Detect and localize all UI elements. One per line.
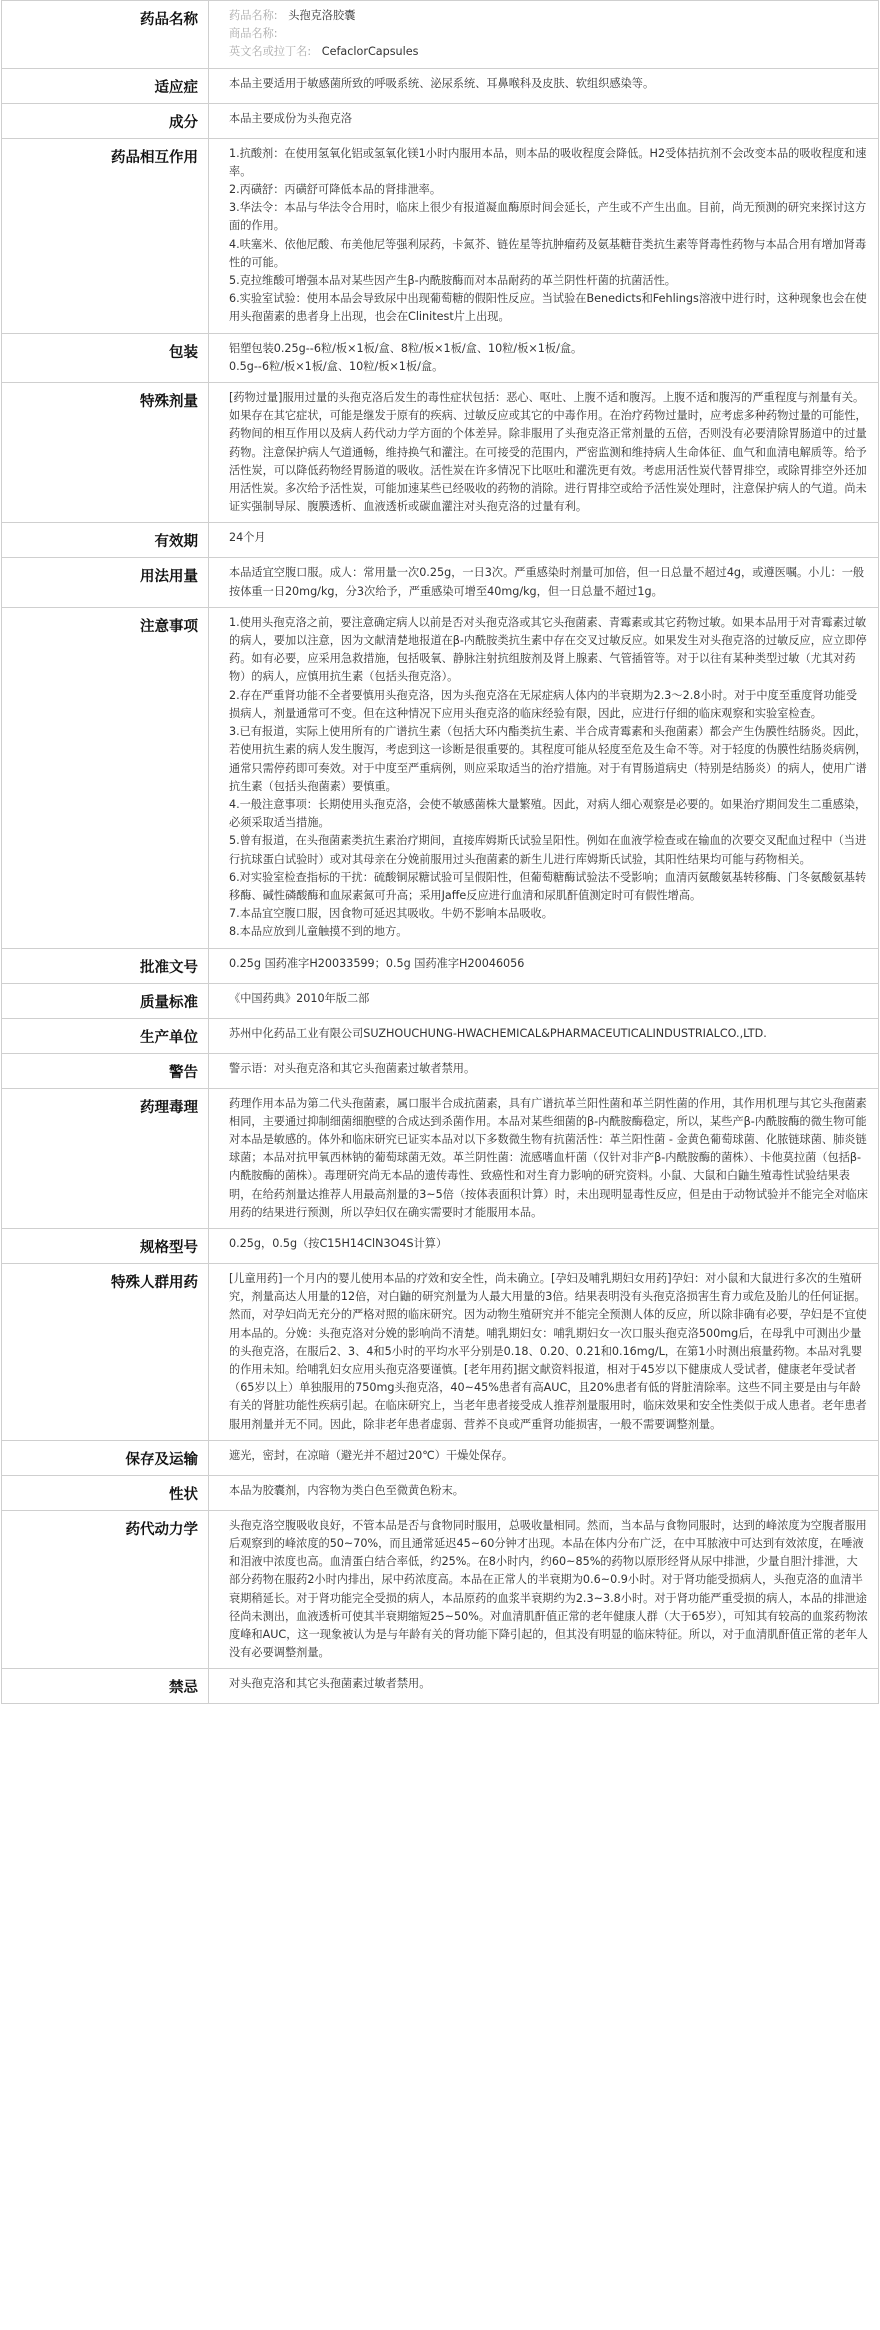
interaction-item: 1.抗酸剂：在使用氢氧化铝或氢氧化镁1小时内服用本品，则本品的吸收程度会降低。H2受体拮抗剂不会改变本品的吸收程度和速率。 <box>229 146 867 178</box>
value-approval: 0.25g 国药准字H20033599；0.5g 国药准字H20046056 <box>209 948 879 983</box>
value-manufacturer: 苏州中化药品工业有限公司SUZHOUCHUNG-HWACHEMICAL&PHARMACEUTICALINDUSTRIALCO.,LTD. <box>209 1018 879 1053</box>
interaction-item: 5.克拉维酸可增强本品对某些因产生β-内酰胺酶而对本品耐药的革兰阴性杆菌的抗菌活性。 <box>229 274 676 288</box>
row-contraindications <box>2 1669 879 1704</box>
value-drug-name <box>209 1 879 69</box>
label-special-population: 特殊人群用药 <box>2 1263 209 1440</box>
interaction-item: 4.呋塞米、依他尼酸、布美他尼等强利尿药，卡氮芥、链佐星等抗肿瘤药及氨基糖苷类抗生素等肾毒性药物与本品合用有增加肾毒性的可能。 <box>229 237 867 269</box>
generic-name-value: 头孢克洛胶囊 <box>288 9 356 22</box>
value-character: 本品为胶囊剂，内容物为类白色至微黄色粉末。 <box>209 1475 879 1510</box>
package-line: 0.5g--6粒/板×1板/盒、10粒/板×1板/盒。 <box>229 359 444 373</box>
row-approval <box>2 948 879 983</box>
label-drug-name: 药品名称 <box>2 1 209 69</box>
row-pharmacokinetics <box>2 1510 879 1669</box>
value-indication: 本品主要适用于敏感菌所致的呼吸系统、泌尿系统、耳鼻喉科及皮肤、软组织感染等。 <box>209 68 879 103</box>
value-pharmacokinetics: 头孢克洛空腹吸收良好，不管本品是否与食物同时服用，总吸收量相同。然而，当本品与食物同服时，达到的峰浓度为空腹者服用后观察到的峰浓度的50~70%，而且通常延迟45~60分钟才出现。本品在体内分布广泛，在中耳脓液中可达到有效浓度，在唾液和泪液中浓度也高。血清蛋白结合率低，约25%。在8小时内，约60~85%的药物以原形经肾从尿中排泄，少量自胆汁排泄，大部分药物在服药2小时内排出，尿中药浓度高。本品在正常人的半衰期为0.6~0.9小时。对于肾功能受损病人，头孢克洛的血清半衰期稍延长。对于肾功能完全受损的病人，本品原药的血浆半衰期约为2.3~3.8小时。对于肾功能严重受损的病人，本品的排泄途径尚未测出，血液透析可使其半衰期缩短25~50%。对血清肌酐值正常的老年健康人群（大于65岁），可知其有较高的血浆药物浓度峰和AUC，这一现象被认为是与年龄有关的肾功能下降引起的，但其没有明显的临床特征。所以，对于血清肌酐值正常的老年人没有必要调整剂量。 <box>209 1510 879 1669</box>
label-validity: 有效期 <box>2 523 209 558</box>
label-precautions: 注意事项 <box>2 607 209 948</box>
precaution-item: 3.已有报道，实际上使用所有的广谱抗生素（包括大环内酯类抗生素、半合成青霉素和头孢菌素）都会产生伪膜性结肠炎。因此，若使用抗生素的病人发生腹泻，考虑到这一诊断是很重要的。其程度可能从轻度至危及生命不等。对于轻度的伪膜性结肠炎病例，通常只需停药即可奏效。对于中度至严重病例，则应采取适当的治疗措施。对于有胃肠道病史（特别是结肠炎）的病人，使用广谱抗生素（包括头孢菌素）要慎重。 <box>229 725 867 793</box>
label-approval: 批准文号 <box>2 948 209 983</box>
row-package <box>2 333 879 382</box>
row-pharmacology <box>2 1088 879 1228</box>
row-overdose <box>2 383 879 523</box>
row-storage <box>2 1440 879 1475</box>
row-standard <box>2 983 879 1018</box>
label-storage: 保存及运输 <box>2 1440 209 1475</box>
row-character <box>2 1475 879 1510</box>
label-pharmacokinetics: 药代动力学 <box>2 1510 209 1669</box>
value-special-population: [儿童用药]一个月内的婴儿使用本品的疗效和安全性，尚未确立。[孕妇及哺乳期妇女用药]孕妇：对小鼠和大鼠进行多次的生殖研究，剂量高达人用量的12倍，对白鼬的研究剂量为人最大用量的3倍。结果表明没有头孢克洛损害生育力或危及胎儿的任何证据。然而，对孕妇尚无充分的严格对照的临床研究。因为动物生殖研究并不能完全预测人体的反应，所以除非确有必要，孕妇是不宜使用本品的。分娩：头孢克洛对分娩的影响尚不清楚。哺乳期妇女：哺乳期妇女一次口服头孢克洛500mg后，在母乳中可测出少量的头孢克洛，在服后2、3、4和5小时的平均水平分别是0.18、0.20、0.21和0.16mg/L，在第1小时测出痕量药物。本品对乳婴的作用未知。给哺乳妇女应用头孢克洛要谨慎。[老年用药]据文献资料报道，相对于45岁以下健康成人受试者，健康老年受试者（65岁以上）单独服用的750mg头孢克洛，40~45%患者有高AUC，且20%患者有低的肾脏清除率。这些不同主要是由与年龄有关的肾脏功能性疾病引起。在临床研究上，当老年患者接受成人推荐剂量服用时，临床效果和安全性类似于成人患者。老年患者服用剂量并无不同。因此，除非老年患者虚弱、营养不良或严重肾功能损害，一般不需要调整剂量。 <box>209 1263 879 1440</box>
label-package: 包装 <box>2 333 209 382</box>
label-composition: 成分 <box>2 103 209 138</box>
value-validity: 24个月 <box>209 523 879 558</box>
english-name-value: CefaclorCapsules <box>321 45 419 59</box>
row-special-population <box>2 1263 879 1440</box>
label-contraindications: 禁忌 <box>2 1669 209 1704</box>
label-interactions: 药品相互作用 <box>2 138 209 333</box>
precaution-item: 8.本品应放到儿童触摸不到的地方。 <box>229 925 408 939</box>
value-composition: 本品主要成份为头孢克洛 <box>209 103 879 138</box>
value-precautions <box>209 607 879 948</box>
row-usage <box>2 558 879 607</box>
package-line: 铝塑包装0.25g--6粒/板×1板/盒、8粒/板×1板/盒、10粒/板×1板/盒。 <box>229 341 583 355</box>
row-validity <box>2 523 879 558</box>
label-usage: 用法用量 <box>2 558 209 607</box>
row-composition <box>2 103 879 138</box>
row-drug-name <box>2 1 879 69</box>
value-specification: 0.25g，0.5g（按C15H14ClN3O4S计算） <box>209 1228 879 1263</box>
row-indication <box>2 68 879 103</box>
row-specification <box>2 1228 879 1263</box>
label-character: 性状 <box>2 1475 209 1510</box>
label-specification: 规格型号 <box>2 1228 209 1263</box>
value-usage: 本品适宜空腹口服。成人：常用量一次0.25g，一日3次。严重感染时剂量可加倍，但一日总量不超过4g，或遵医嘱。小儿：一般按体重一日20mg/kg，分3次给予，严重感染可增至40mg/kg，但一日总量不超过1g。 <box>209 558 879 607</box>
value-overdose: [药物过量]服用过量的头孢克洛后发生的毒性症状包括：恶心、呕吐、上腹不适和腹泻。上腹不适和腹泻的严重程度与剂量有关。如果存在其它症状，可能是继发于原有的疾病、过敏反应或其它的中毒作用。在治疗药物过量时，应考虑多种药物过量的可能性，药物间的相互作用以及病人药代动力学方面的个体差异。除非服用了头孢克洛正常剂量的五倍，否则没有必要清除胃肠道中的过量药物。注意保护病人气道通畅，维持换气和灌注。在可接受的范围内，严密监测和维持病人生命体征、血气和血清电解质等。给予活性炭，可以降低药物经胃肠道的吸收。活性炭在许多情况下比呕吐和灌洗更有效。考虑用活性炭代替胃排空，或除胃排空外还加用活性炭。多次给予活性炭，可能加速某些已经吸收的药物的消除。进行胃排空或给予活性炭处理时，注意保护病人的气道。尚未证实强制导尿、腹膜透析、血液透析或碳血灌注对头孢克洛的过量有利。 <box>209 383 879 523</box>
interaction-item: 3.华法令：本品与华法令合用时，临床上很少有报道凝血酶原时间会延长，产生或不产生出血。目前，尚无预测的研究来探讨这方面的作用。 <box>229 201 867 233</box>
precaution-item: 5.曾有报道，在头孢菌素类抗生素治疗期间，直接库姆斯氏试验呈阳性。例如在血液学检查或在输血的次要交叉配血过程中（当进行抗球蛋白试验时）或对其母亲在分娩前服用过头孢菌素的新生儿进行库姆斯氏试验，其阳性结果均可能与药物相关。 <box>229 834 867 866</box>
drug-info-table <box>1 0 879 1704</box>
row-precautions <box>2 607 879 948</box>
precaution-item: 4.一般注意事项：长期使用头孢克洛，会使不敏感菌株大量繁殖。因此，对病人细心观察是必要的。如果治疗期间发生二重感染，必须采取适当措施。 <box>229 797 867 830</box>
interaction-item: 2.丙磺舒：丙磺舒可降低本品的肾排泄率。 <box>229 183 442 197</box>
row-interactions <box>2 138 879 333</box>
precaution-item: 2.存在严重肾功能不全者要慎用头孢克洛，因为头孢克洛在无尿症病人体内的半衰期为2.3～2.8小时。对于中度至重度肾功能受损病人，剂量通常可不变。但在这种情况下应用头孢克洛的临床经验有限，因此，应进行仔细的临床观察和实验室检查。 <box>229 688 858 720</box>
value-pharmacology: 药理作用本品为第二代头孢菌素，属口服半合成抗菌素，具有广谱抗革兰阳性菌和革兰阴性菌的作用，其作用机理与其它头孢菌素相同，主要通过抑制细菌细胞壁的合成达到杀菌作用。本品对某些细菌的β-内酰胺酶稳定，所以，某些产β-内酰胺酶的微生物可能对本品是敏感的。体外和临床研究已证实本品对以下多数微生物有抗菌活性：革兰阳性菌 - 金黄色葡萄球菌、化脓链球菌、肺炎链球菌；本品对抗甲氧西林钠的葡萄球菌无效。革兰阴性菌：流感嗜血杆菌（仅针对非产β-内酰胺酶的菌株）、卡他莫拉菌（包括β-内酰胺酶的菌株）。毒理研究尚无本品的遗传毒性、致癌性和对生育力影响的研究资料。小鼠、大鼠和白鼬生殖毒性试验结果表明，在给药剂量达推荐人用最高剂量的3~5倍（按体表面积计算）时，未出现明显毒性反应，但是由于动物试验并不能完全对临床用药的结果进行预测，所以孕妇仅在确实需要时才能服用本品。 <box>209 1088 879 1228</box>
value-interactions <box>209 138 879 333</box>
label-pharmacology: 药理毒理 <box>2 1088 209 1228</box>
trade-name-label: 商品名称: <box>229 27 278 41</box>
value-standard: 《中国药典》2010年版二部 <box>209 983 879 1018</box>
value-contraindications: 对头孢克洛和其它头孢菌素过敏者禁用。 <box>209 1669 879 1704</box>
label-indication: 适应症 <box>2 68 209 103</box>
label-manufacturer: 生产单位 <box>2 1018 209 1053</box>
value-warning: 警示语：对头孢克洛和其它头孢菌素过敏者禁用。 <box>209 1053 879 1088</box>
precaution-item: 7.本品宜空腹口服，因食物可延迟其吸收。牛奶不影响本品吸收。 <box>229 907 553 921</box>
precaution-item: 6.对实验室检查指标的干扰：硫酸铜尿糖试验可呈假阳性，但葡萄糖酶试验法不受影响；血清丙氨酸氨基转移酶、门冬氨酸氨基转移酶、碱性磷酸酶和血尿素氮可升高；采用Jaffe反应进行血清和尿肌酐值测定时可有假性增高。 <box>229 870 867 902</box>
label-overdose: 特殊剂量 <box>2 383 209 523</box>
label-warning: 警告 <box>2 1053 209 1088</box>
value-package <box>209 333 879 382</box>
row-manufacturer <box>2 1018 879 1053</box>
interaction-item: 6.实验室试验：使用本品会导致尿中出现葡萄糖的假阳性反应。当试验在Benedicts和Fehlings溶液中进行时，这种现象也会在使用头孢菌素的患者身上出现，也会在Clinitest片上出现。 <box>229 292 867 324</box>
english-name-label: 英文名或拉丁名: <box>229 45 312 59</box>
precaution-item: 1.使用头孢克洛之前，要注意确定病人以前是否对头孢克洛或其它头孢菌素、青霉素或其它药物过敏。如果本品用于对青霉素过敏的病人，要加以注意，因为文献清楚地报道在β-内酰胺类抗生素中存在交叉过敏反应。如果发生对头孢克洛的过敏反应，应立即停药。如有必要，应采用急救措施，包括吸氧、静脉注射抗组胺剂及肾上腺素、气管插管等。对于以往有某种类型过敏（尤其对药物）的病人，应慎用抗生素（包括头孢克洛）。 <box>229 615 867 684</box>
label-standard: 质量标准 <box>2 983 209 1018</box>
row-warning <box>2 1053 879 1088</box>
value-storage: 遮光，密封，在凉暗（避光并不超过20℃）干燥处保存。 <box>209 1440 879 1475</box>
generic-name-label: 药品名称: <box>229 9 278 22</box>
